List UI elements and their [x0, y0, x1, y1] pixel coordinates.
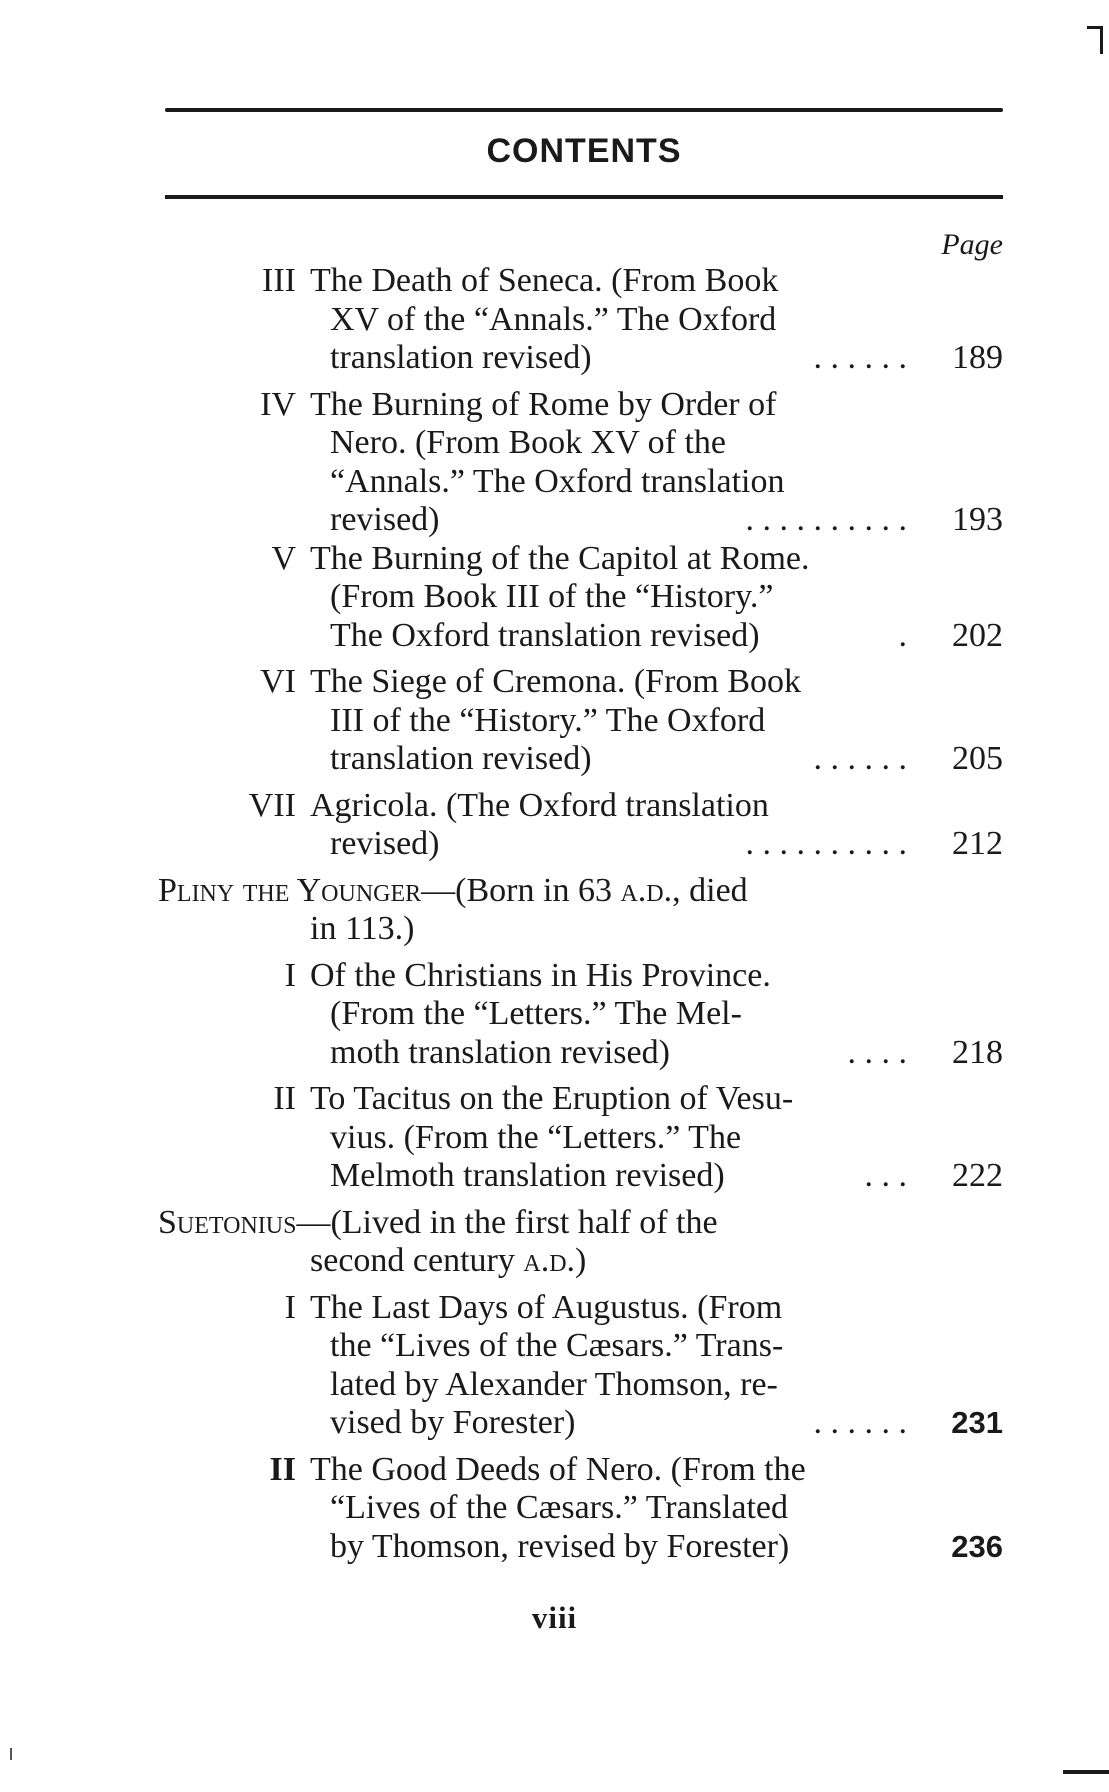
bottom-edge-mark — [1063, 1770, 1109, 1774]
dot-leader: . . . — [864, 1157, 907, 1194]
entry-line: “Annals.” The Oxford translation — [330, 462, 785, 500]
entry-number: III — [262, 262, 296, 299]
entry-number: VII — [248, 786, 296, 824]
dot-leader: . — [898, 616, 907, 654]
page-number: 236 — [951, 1528, 1003, 1564]
entry-number: II — [273, 1080, 296, 1117]
page-number: 189 — [952, 339, 1003, 376]
dot-leader: . . . . — [847, 1033, 907, 1071]
entry-line: the “Lives of the Cæsars.” Trans- — [330, 1327, 784, 1364]
dot-leader: . . . . . . — [813, 1404, 907, 1441]
entry-line: The Siege of Cremona. (From Book — [310, 663, 802, 700]
page-number: 205 — [952, 740, 1003, 777]
era-label: a.d. — [620, 871, 673, 909]
corner-crop-mark — [1087, 26, 1103, 54]
title-rule — [165, 195, 1003, 199]
author-name: Pliny the Younger — [158, 871, 422, 909]
author-heading-suetonius — [158, 1204, 907, 1281]
entry-line: XV of the “Annals.” The Oxford — [330, 300, 777, 338]
entry-line: III of the “History.” The Oxford — [330, 701, 766, 739]
author-heading-pliny — [158, 872, 907, 949]
entry-line: translation revised) — [330, 339, 592, 376]
toc-entry[interactable] — [0, 1289, 1109, 1443]
entry-line: The Good Deeds of Nero. (From the — [310, 1450, 806, 1488]
dot-leader: . . . . . . — [813, 740, 907, 777]
toc-entry[interactable] — [0, 787, 1109, 864]
entry-line: The Oxford translation revised) — [330, 616, 760, 654]
toc-entry[interactable] — [0, 957, 1109, 1073]
toc-entry[interactable] — [0, 1080, 1109, 1196]
page-number: 202 — [952, 616, 1003, 654]
page-column-label: Page — [941, 228, 1003, 261]
entry-line: The Burning of Rome by Order of — [310, 385, 777, 423]
author-name: Suetonius — [158, 1203, 297, 1241]
entry-line: (From the “Letters.” The Mel- — [330, 995, 742, 1032]
author-note-continued: second century — [310, 1242, 524, 1279]
entry-line: Agricola. (The Oxford translation — [310, 786, 769, 824]
entry-line: moth translation revised) — [330, 1033, 670, 1071]
entry-line: revised) — [330, 825, 440, 862]
entry-line: To Tacitus on the Eruption of Vesu- — [310, 1080, 794, 1117]
entry-line: The Last Days of Augustus. (From — [310, 1288, 783, 1326]
entry-line: lated by Alexander Thomson, re- — [330, 1365, 778, 1403]
entry-line: The Death of Seneca. (From Book — [310, 262, 779, 299]
entry-number: I — [284, 1288, 296, 1326]
entry-line: (From Book III of the “History.” — [330, 578, 774, 615]
top-rule — [165, 108, 1003, 112]
entry-line: by Thomson, revised by Forester) — [330, 1527, 790, 1565]
entry-number: I — [284, 956, 296, 994]
entry-line: vised by Forester) — [330, 1404, 576, 1441]
toc-entry[interactable] — [0, 262, 1109, 378]
entry-number: IV — [260, 385, 296, 423]
author-note: —(Born in 63 — [421, 871, 612, 909]
page-number: 222 — [952, 1157, 1003, 1194]
entry-line: translation revised) — [330, 740, 592, 777]
dot-leader: . . . . . . — [813, 339, 907, 376]
table-of-contents — [0, 262, 1109, 1566]
entry-line: revised) — [330, 501, 440, 538]
entry-line: “Lives of the Cæsars.” Translated — [330, 1489, 788, 1526]
entry-line: Melmoth translation revised) — [330, 1157, 725, 1194]
entry-number: II — [269, 1450, 296, 1488]
toc-entry[interactable] — [0, 663, 1109, 779]
page-number: 193 — [952, 501, 1003, 538]
author-note: —(Lived in the first half of the — [296, 1203, 718, 1241]
entry-line: vius. (From the “Letters.” The — [330, 1118, 742, 1156]
dot-leader: . . . . . . . . . . — [745, 825, 907, 862]
author-note-continued: ) — [575, 1242, 587, 1279]
toc-entry[interactable] — [0, 1451, 1109, 1567]
page-number: 218 — [952, 1033, 1003, 1071]
toc-entry[interactable] — [0, 540, 1109, 656]
author-note-continued: in 113.) — [310, 910, 415, 947]
entry-number: VI — [260, 663, 296, 700]
entry-line: Nero. (From Book XV of the — [330, 424, 726, 461]
era-label: a.d. — [523, 1242, 576, 1279]
page-number: 231 — [951, 1405, 1003, 1440]
entry-line: The Burning of the Capitol at Rome. — [310, 539, 810, 577]
margin-mark — [10, 1748, 12, 1760]
toc-entry[interactable] — [0, 386, 1109, 540]
entry-number: V — [271, 539, 296, 577]
page-folio: viii — [531, 1600, 578, 1635]
page-number: 212 — [952, 825, 1003, 862]
entry-line: Of the Christians in His Province. — [310, 956, 771, 994]
dot-leader: . . . . . . . . . . — [745, 501, 907, 538]
page-title: CONTENTS — [486, 132, 682, 170]
author-note: , died — [672, 871, 748, 909]
